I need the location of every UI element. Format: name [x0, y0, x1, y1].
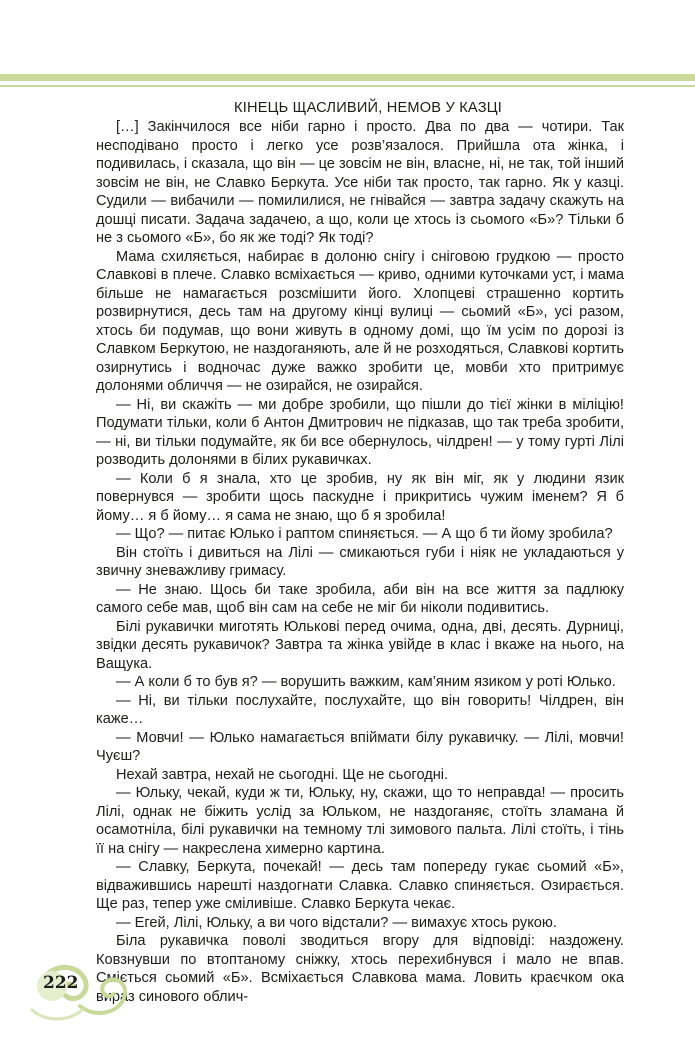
paragraph: Мама схиляється, набирає в долоню снігу і сніговою грудкою — просто Славкові в плече. Славко всміхається — криво, одними куточками уст, і мама більше не намагається розсмішити його. Хлопцеві страшенно кортить розвирнутися, десь там на другому кінці вулиці — сьомий «Б», усі разом, хтось би подумав, що вони живуть в одному домі, що їм усім по дорозі із Славком Беркутою, не наздоганяють, але й не розходяться, Славкові кортить озирнутись і водночас дуже важко зробити це, мовби хто притримує долонями обличчя — не озирайся, не озирайся.	[96, 248, 624, 394]
paragraph: — Егей, Лілі, Юльку, а ви чого відстали? — вимахує хтось рукою.	[116, 914, 557, 931]
paragraph: Нехай завтра, нехай не сьогодні. Ще не сьогодні.	[116, 766, 449, 783]
paragraph: Він стоїть і дивиться на Лілі — смикаються губи і ніяк не укладаються у звичну зневажливу гримасу.	[96, 544, 624, 579]
paragraph: Біла рукавичка поволі зводиться вгору для відповіді: наздожену. Ковзнувши по втоптаному сніжку, хтось перехибнувся і мало не впав. Сміється сьомий «Б». Всміхається Славкова мама. Ловить краєчком ока вираз синового облич-	[96, 933, 624, 1005]
page-content	[96, 99, 624, 1006]
paragraph: — Юльку, чекай, куди ж ти, Юльку, ну, скажи, що то неправда! — просить Лілі, однак не біжить услід за Юльком, не наздоганяє, стоїть зламана й осамотніла, білі рукавички на темному тлі зимового пальта. Лілі стоїть, і тінь її на снігу — накреслена химерно картина.	[96, 785, 624, 857]
paragraph: — Що? — питає Юлько і раптом спиняється. — А що б ти йому зробила?	[116, 526, 613, 542]
paragraph: — Славку, Беркута, почекай! — десь там попереду гукає сьомий «Б», відважившись нарешті наздогнати Славка. Славко спиняється. Озирається. Ще раз, тепер уже сміливіше. Славко Беркута чекає.	[96, 859, 624, 912]
paragraph: […] Закінчилося все ніби гарно і просто. Два по два — чотири. Так несподівано просто і легко усе розв’язалося. Прийшла ота жінка, і подивилась, і сказала, що він — це зовсім не він, власне, ні, не так, той інший зовсім не він, не Славко Беркута. Усе ніби так просто, так гарно. Як у казці. Судили — вибачили — помилилися, не гнівайся — завтра задачу скажуть на дошці писати. Задача задачею, а що, коли це хтось із сьомого «Б»? Тільки б не з сьомого «Б», бо як же тоді? Як тоді?	[96, 119, 624, 246]
swirl-ornament-icon	[22, 948, 142, 1028]
paragraph: — Коли б я знала, хто це зробив, ну як він міг, як у людини язик повернувся — зробити щось паскудне і прикритись чужим іменем? Я б йому… я б йому… я сама не знаю, що б я зробила!	[96, 470, 624, 524]
paragraph: — Ні, ви скажіть — ми добре зробили, що пішли до тієї жінки в міліцію! Подумати тільки, коли б Антон Дмитрович не підказав, що так треба зробити, — ні, ви тільки подумайте, як би все обернулось, чілдрен! — у тому гурті Лілі розводить долонями в білих рукавичках.	[96, 396, 624, 468]
header-rule-thick	[0, 74, 695, 81]
section-title: КІНЕЦЬ ЩАСЛИВИЙ, НЕМОВ У КАЗЦІ	[234, 100, 502, 116]
paragraph: — Мовчи! — Юлько намагається впіймати білу рукавичку. — Лілі, мовчи! Чуєш?	[96, 729, 624, 764]
paragraph: Білі рукавички миготять Юлькові перед очима, одна, дві, десять. Дурниці, звідки десять рукавичок? Завтра та жінка увійде в клас і вкаже на нього, на Ващука.	[96, 618, 624, 672]
page-number: 222	[43, 973, 79, 993]
paragraph: — Не знаю. Щось би таке зробила, аби він на все життя за падлюку самого себе мав, щоб він сам на себе не міг би ніколи подивитись.	[96, 581, 624, 616]
paragraph: — А коли б то був я? — ворушить важким, кам’яним язиком у роті Юлько.	[116, 674, 616, 690]
paragraph: — Ні, ви тільки послухайте, послухайте, що він говорить! Чілдрен, він каже…	[96, 692, 624, 727]
header-rule-thin	[0, 85, 695, 87]
